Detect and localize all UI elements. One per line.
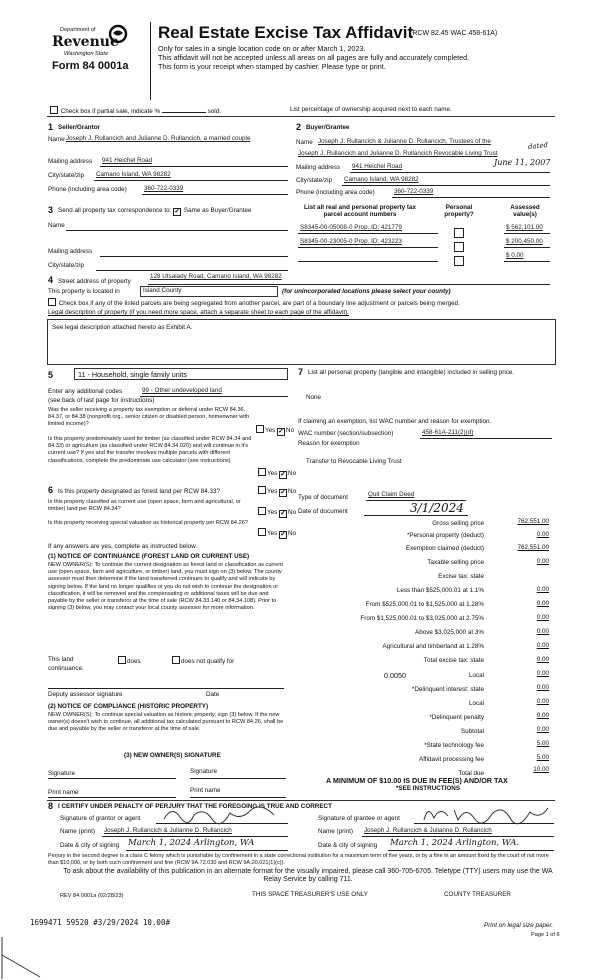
new-owner-print-2[interactable]: [190, 797, 286, 798]
section-7-number: 7: [298, 367, 304, 377]
this-land-label: This land: [48, 656, 74, 663]
total-state-label: Total excise tax: state: [423, 657, 484, 664]
excise-state-label: Excise tax: state: [438, 573, 484, 580]
yes-label: Yes: [267, 488, 278, 495]
deputy-signature-label: Deputy assessor signature: [48, 691, 123, 698]
seller-phone-label: Phone (including area code): [48, 186, 127, 193]
street-label: Street address of property: [58, 278, 131, 285]
personal-col-header: Personal property?: [444, 204, 474, 218]
q5b-answers: [258, 468, 296, 479]
buyer-phone-field[interactable]: 360-722-0339: [394, 188, 434, 195]
underline: [504, 233, 550, 234]
corr-city-field[interactable]: [96, 270, 288, 271]
q5a-yes-checkbox[interactable]: [256, 425, 264, 433]
form-citation: (RCW 82.45 WAC 458-61A): [410, 30, 498, 37]
grantee-signature-label: Signature of grantee or agent: [318, 815, 400, 822]
revenue-logo: [50, 24, 136, 84]
grantor-name-field[interactable]: Joseph J. Rullancich & Julianne D. Rullancich: [104, 827, 232, 834]
legal-description-text: See legal description attached hereto as Exhibit A.: [52, 324, 193, 331]
grantee-signature: [418, 800, 554, 826]
underline: [298, 261, 438, 262]
q6c-answers: [258, 528, 296, 539]
delinquent-state-value[interactable]: 0.00: [536, 684, 549, 691]
personal-property-label: List all personal property (tangible and intangible) included in selling price.: [308, 369, 515, 376]
no-label: No: [288, 488, 297, 495]
personal-deduct-value[interactable]: 0.00: [536, 531, 549, 538]
scan-corner-mark: [0, 935, 60, 980]
handwritten-dated: dated: [527, 140, 549, 152]
section-6-number: 6: [48, 485, 54, 495]
notice-1-title: (1) NOTICE OF CONTINUANCE (FOREST LAND OR CURRENT USE): [48, 553, 250, 560]
q6a-yes-checkbox[interactable]: [258, 486, 266, 494]
processing-fee-label: Affidavit processing fee: [419, 756, 484, 763]
county-select[interactable]: [140, 286, 278, 297]
buyer-phone-label: Phone (including area code): [296, 189, 375, 196]
does-option: [118, 656, 141, 665]
local-value[interactable]: 0.00: [536, 670, 549, 677]
new-owner-print-1[interactable]: [48, 797, 176, 798]
grantor-date-city-field[interactable]: March 1, 2024 Arlington, WA: [128, 838, 255, 848]
underline: [298, 233, 438, 234]
seller-name-label: Name: [48, 136, 65, 143]
partial-sale-checkbox[interactable]: [50, 106, 58, 114]
parcel-col-header: List all real and personal property tax parcel account numbers: [304, 204, 416, 218]
partial-sale-row: [50, 106, 221, 115]
assessed-value-3[interactable]: $ 0.00: [506, 252, 524, 259]
tier-3-label: From $1,525,000.01 to $3,025,000 at 2.75%: [360, 615, 484, 622]
q6a-no-checkbox[interactable]: [279, 489, 287, 497]
form-title: Real Estate Excise Tax Affidavit: [158, 23, 414, 42]
legal-paper-note: Print on legal size paper.: [484, 922, 554, 929]
delinquent-penalty-label: *Delinquent penalty: [429, 714, 484, 721]
assessed-value-1[interactable]: $ 562,101.00: [506, 224, 543, 231]
alt-format-notice: To ask about the availability of this publication in an alternate format for the visually impaired, please call 360-705-6705. Teletype (TTY) users may use the WA Relay Service by calling 711.: [63, 868, 553, 883]
parcel-row-2[interactable]: S8345-00-23005-0 Prop. ID: 423223: [300, 238, 402, 245]
no-label: No: [286, 427, 295, 434]
underline: [362, 836, 554, 837]
underline: [102, 836, 288, 837]
underline: [504, 261, 550, 262]
buyer-city-label: City/state/zip: [296, 177, 333, 184]
corr-mailing-label: Mailing address: [48, 248, 93, 255]
dept-state: Washington State: [64, 51, 109, 57]
forest-question: Is this property designated as forest land per RCW 84.33?: [58, 488, 221, 495]
deputy-signature-line[interactable]: [48, 688, 284, 689]
unincorporated-note: (for unincorporated locations please select your county): [282, 288, 451, 295]
seller-name-field[interactable]: Joseph J. Rullancich and Julianne D. Rullancich, a married couple: [66, 135, 251, 142]
section-3-row: [58, 207, 251, 216]
perjury-text: Perjury in the second degree is a class C felony which is punishable by confinement in a state correctional institution for a maximum term of five years, or by a fine in an amount fixed by the court of not more than $10,000, or by both such confinement and fine (RCW 9A.72.030 and RCW 9A.20.021(1)(c)).: [48, 853, 549, 866]
q6c-yes-checkbox[interactable]: [258, 528, 266, 536]
total-state-value[interactable]: 0.00: [536, 656, 549, 663]
exemption-deduct-value[interactable]: 762,551.00: [517, 544, 549, 551]
new-owner-signature-label-1: Signature: [48, 770, 75, 777]
ag-value[interactable]: 0.00: [536, 642, 549, 649]
seller-mailing-field[interactable]: 941 Heichel Road: [102, 157, 153, 164]
doc-date-label: Date of document: [298, 508, 348, 515]
land-use-select[interactable]: [74, 368, 288, 380]
perjury-notice: [48, 853, 556, 867]
new-owner-print-label-1: Print name: [48, 789, 79, 796]
tier-4-value[interactable]: 0.00: [536, 628, 549, 635]
continuance-label: continuance.: [48, 665, 84, 672]
minimum-due-note: A MINIMUM OF $10.00 IS DUE IN FEE(S) AND/OR TAX: [326, 776, 508, 785]
treasurer-use-label: THIS SPACE TREASURER'S USE ONLY: [252, 891, 368, 898]
seller-mailing-label: Mailing address: [48, 158, 93, 165]
land-use-selected-value: 11 - Household, single family units: [78, 370, 187, 379]
no-label: No: [288, 470, 297, 477]
tier-3-value[interactable]: 0.00: [536, 614, 549, 621]
segregated-checkbox[interactable]: [48, 298, 56, 306]
local-rate: 0.0050: [384, 671, 406, 680]
underline: [420, 438, 552, 439]
assessed-value-2[interactable]: $ 200,450.00: [506, 238, 543, 245]
does-label: does: [127, 658, 141, 665]
no-label: No: [288, 530, 297, 537]
doc-date-field[interactable]: 3/1/2024: [410, 501, 464, 515]
does-not-qualify-checkbox[interactable]: [172, 656, 180, 664]
notice-2-title: (2) NOTICE OF COMPLIANCE (HISTORIC PROPERTY): [48, 703, 209, 710]
doc-type-label: Type of document: [298, 494, 349, 501]
header-note-2: This affidavit will not be accepted unless all areas on all pages are fully and accurately completed.: [158, 53, 470, 62]
yes-label: Yes: [267, 509, 278, 516]
grantee-name-field[interactable]: Joseph J. Rullancich & Julianne D. Rullancich: [364, 827, 492, 834]
underline: [126, 850, 288, 851]
underline: [140, 396, 288, 397]
reason-label: Reason for exemption: [298, 440, 360, 447]
tier-1-value[interactable]: 0.00: [536, 586, 549, 593]
located-label: This property is located in: [48, 288, 120, 295]
additional-codes-field[interactable]: 99 - Other undeveloped land: [142, 387, 222, 394]
delinquent-local-value[interactable]: 0.00: [536, 698, 549, 705]
new-owner-signature-1[interactable]: [48, 778, 176, 779]
q6a-answers: [258, 486, 296, 497]
legal-label: Legal description of property (if you need more space, attach a separate sheet to each page of the affidavit).: [48, 309, 349, 316]
grantee-name-label: Name (print): [318, 828, 353, 835]
personal-checkbox-3[interactable]: [454, 256, 464, 266]
section-8-number: 8: [48, 801, 54, 811]
q5b-no-checkbox[interactable]: [279, 471, 287, 479]
taxable-value[interactable]: 0.00: [536, 558, 549, 565]
grantor-date-city-label: Date & city of signing: [60, 842, 120, 849]
total-due-value[interactable]: 10.00: [533, 766, 549, 773]
new-owner-signature-title: (3) NEW OWNER(S) SIGNATURE: [124, 752, 221, 759]
ownership-note: List percentage of ownership acquired next to each name.: [290, 106, 452, 113]
seller-heading: Seller/Grantor: [58, 124, 100, 131]
timber-question: Is this property predominately used for timber (as classified under RCW 84.34 and 84.33) or agriculture (as classified under RCW 84.34.020) and will continue in it's current use? If yes and the transfer involves multiple parcels with different classifications, complete the predominate use calculator (see instructions): [48, 436, 252, 464]
corr-name-label: Name: [48, 222, 65, 229]
tech-fee-label: *State technology fee: [424, 742, 484, 749]
exemption-deduct-label: Exemption claimed (deduct): [405, 545, 484, 552]
section-1-number: 1: [48, 122, 54, 132]
underline: [94, 180, 288, 181]
underline: [388, 850, 554, 851]
personal-checkbox-1[interactable]: [454, 228, 464, 238]
buyer-name-line2[interactable]: Joseph J. Rullancich and Julianne D. Rullancich Revocable Living Trust: [298, 150, 498, 157]
header-note-3: This form is your receipt when stamped by cashier. Please type or print.: [158, 62, 386, 71]
subtotal-value[interactable]: 0.00: [536, 726, 549, 733]
personal-deduct-label: *Personal property (deduct): [406, 532, 484, 539]
underline: [350, 172, 550, 173]
grantee-date-city-label: Date & city of signing: [318, 842, 378, 849]
underline: [342, 185, 550, 186]
underline: [142, 194, 288, 195]
yes-label: Yes: [265, 427, 276, 434]
personal-property-value[interactable]: None: [306, 394, 322, 401]
gross-value[interactable]: 762,551.00: [517, 518, 549, 525]
q6b-yes-checkbox[interactable]: [258, 507, 266, 515]
seller-phone-field[interactable]: 360-722-0339: [144, 185, 184, 192]
yes-label: Yes: [267, 530, 278, 537]
corr-name-field[interactable]: [66, 230, 288, 231]
new-owner-signature-2[interactable]: [190, 778, 286, 779]
new-owner-signature-label-2: Signature: [190, 768, 217, 775]
header-note-1: Only for sales in a single location code on or after March 1, 2023.: [158, 44, 366, 53]
buyer-heading: Buyer/Grantee: [306, 124, 350, 131]
segregated-row: [48, 298, 460, 307]
legal-description-field[interactable]: [47, 319, 556, 365]
new-owner-print-label-2: Print name: [190, 787, 221, 794]
personal-checkbox-3-wrap: [454, 252, 465, 270]
partial-sale-percent-field[interactable]: [162, 112, 206, 113]
does-not-option: [172, 656, 234, 665]
street-field[interactable]: 128 Utsalady Road, Camano Island, WA 98282: [150, 273, 282, 280]
local-label: Local: [468, 672, 484, 679]
tier-2-value[interactable]: 0.00: [536, 600, 549, 607]
seller-city-field[interactable]: Camano Island, WA 98282: [96, 171, 171, 178]
grantor-signature-label: Signature of grantor or agent: [60, 815, 141, 822]
parcel-row-1[interactable]: S8345-00-05008-0 Prop. ID: 421779: [300, 224, 402, 231]
q6c-no-checkbox[interactable]: [279, 531, 287, 539]
section-2-number: 2: [296, 122, 302, 132]
gross-label: Gross selling price: [432, 520, 484, 527]
assessed-col-header: Assessed value(s): [510, 204, 540, 218]
q6b-no-checkbox[interactable]: [279, 510, 287, 518]
buyer-name-label: Name: [296, 139, 313, 146]
notice-2-text: NEW OWNER(S): To continue special valuation as historic property, sign (3) below. If the new owner(s) doesn't wish to continue, all additional tax calculated pursuant to RCW 84.26, shall be due and payable by the seller or transferor at the time of sale.: [48, 712, 284, 733]
buyer-city-field[interactable]: Camano Island, WA 98282: [344, 176, 419, 183]
see-instructions-note: *SEE INSTRUCTIONS: [396, 785, 461, 792]
q6b-answers: [258, 507, 296, 518]
corr-city-label: City/state/zip: [48, 262, 85, 269]
section-3-text: Send all property tax correspondence to:: [58, 207, 172, 214]
dept-line1: Department of: [60, 27, 96, 33]
partial-sale-prefix: Check box if partial sale, indicate %: [60, 108, 161, 115]
q5a-no-checkbox[interactable]: [277, 428, 285, 436]
handwritten-trust-date: June 11, 2007: [494, 158, 551, 167]
same-as-buyer-label: Same as Buyer/Grantee: [183, 207, 252, 214]
processing-fee-value[interactable]: 5.00: [536, 754, 549, 761]
certify-statement: I CERTIFY UNDER PENALTY OF PERJURY THAT THE FOREGOING IS TRUE AND CORRECT: [58, 803, 332, 810]
tier-2-label: From $525,000.01 to $1,525,000 at 1.28%: [365, 601, 484, 608]
personal-checkbox-2[interactable]: [454, 242, 464, 252]
wac-field[interactable]: 458-61A-211(2)(d): [422, 429, 474, 436]
deputy-date-label: Date: [206, 691, 220, 698]
doc-type-field[interactable]: Quit Claim Deed: [368, 491, 415, 498]
buyer-name-line1[interactable]: Joseph J. Rullancich & Julianne D. Rullancich, Trustees of the: [318, 138, 491, 145]
underline: [504, 247, 550, 248]
yes-label: Yes: [267, 470, 278, 477]
buyer-mailing-field[interactable]: 941 Heichel Road: [352, 163, 403, 170]
taxable-label: Taxable selling price: [427, 559, 484, 566]
q5a-answers: [256, 425, 294, 436]
delinquent-local-label: Local: [468, 700, 484, 707]
section-3-number: 3: [48, 205, 54, 215]
ag-label: Agricultural and timberland at 1.28%: [382, 643, 484, 650]
see-back-note: (see back of last page for instructions): [48, 397, 155, 404]
delinquent-penalty-value[interactable]: 0.00: [536, 712, 549, 719]
recording-stamp: 1699471 59520 #3/29/2024 10.00#: [30, 918, 170, 927]
grantor-name-label: Name (print): [60, 828, 95, 835]
does-qualify-checkbox[interactable]: [118, 656, 126, 664]
county-treasurer-label: COUNTY TREASURER: [444, 891, 511, 898]
if-yes-note: If any answers are yes, complete as instructed below.: [48, 543, 198, 550]
historic-question: Is this property receiving special valuation as historical property per RCW 84.26?: [48, 520, 248, 526]
delinquent-state-label: *Delinquent interest: state: [411, 686, 484, 693]
tier-1-label: Less than $525,000.01 at 1.1%: [396, 587, 484, 594]
reason-field[interactable]: Transfer to Revocable Living Trust: [306, 458, 402, 465]
exemption-note: If claiming an exemption, list WAC number and reason for exemption.: [298, 418, 492, 425]
divider: [47, 116, 555, 117]
section-5-number: 5: [48, 370, 54, 380]
subtotal-label: Subtotal: [460, 728, 484, 735]
dept-revenue: Revenue: [52, 34, 119, 50]
page-number: Page 1 of 6: [531, 932, 560, 938]
revision-label: REV 84 0001a (02/28/23): [60, 893, 124, 899]
same-as-buyer-checkbox[interactable]: [173, 208, 181, 216]
wac-label: WAC number (section/subsection): [298, 430, 394, 437]
underline: [392, 197, 550, 198]
tech-fee-value[interactable]: 5.00: [536, 740, 549, 747]
underline: [364, 515, 468, 516]
corr-mailing-field[interactable]: [100, 256, 288, 257]
underline: [298, 247, 438, 248]
total-due-label: Total due: [458, 770, 484, 777]
notice-1-text: NEW OWNER(S): To continue the current designation as forest land or classification as current use (open space, farm and agriculture, or timber) land, you must sign on (3) below. The county assessor must then determine if the land transferred continues to qualify and will indicate by signing below. If the land no longer qualifies or you do not wish to continue the designation or classification, it will be removed and the compensating or additional taxes will be due and payable by the seller or transferor at the time of sale (RCW 84.33.140 or 84.34.108). Prior to signing (3) below, you may contact your local county assessor for more information.: [48, 562, 283, 612]
does-not-label: does not qualify for: [181, 658, 235, 665]
tier-4-label: Above $3,025,000 at 3%: [415, 629, 484, 636]
grantee-date-city-field[interactable]: March 1, 2024 Arlington, WA.: [390, 838, 520, 848]
underline: [100, 166, 288, 167]
segregated-label: Check box if any of the listed parcels are being segregated from another parcel, are part of a boundary line adjustment or parcels being merged.: [58, 300, 460, 307]
current-use-question: Is this property classified as current use (open space, farm and agricultural, or timber) land per RCW 84.34?: [48, 499, 241, 513]
additional-codes-label: Enter any additional codes: [48, 388, 123, 395]
header-divider: [150, 22, 151, 100]
seller-city-label: City/state/zip: [48, 172, 85, 179]
form-number: Form 84 0001a: [52, 60, 129, 72]
q5b-yes-checkbox[interactable]: [258, 468, 266, 476]
section-4-number: 4: [48, 275, 54, 285]
partial-sale-suffix: sold.: [207, 108, 221, 115]
buyer-mailing-label: Mailing address: [296, 164, 341, 171]
exemption-question: Was the seller receiving a property tax exemption or deferral under RCW 84.36, 84.37, or 84.38 (nonprofit org., senior citizen or disabled person, homeowner with limited income)?: [48, 407, 250, 428]
county-selected-value: Island County: [143, 287, 182, 294]
underline: [148, 284, 550, 285]
no-label: No: [288, 509, 297, 516]
grantor-signature: [160, 803, 280, 825]
